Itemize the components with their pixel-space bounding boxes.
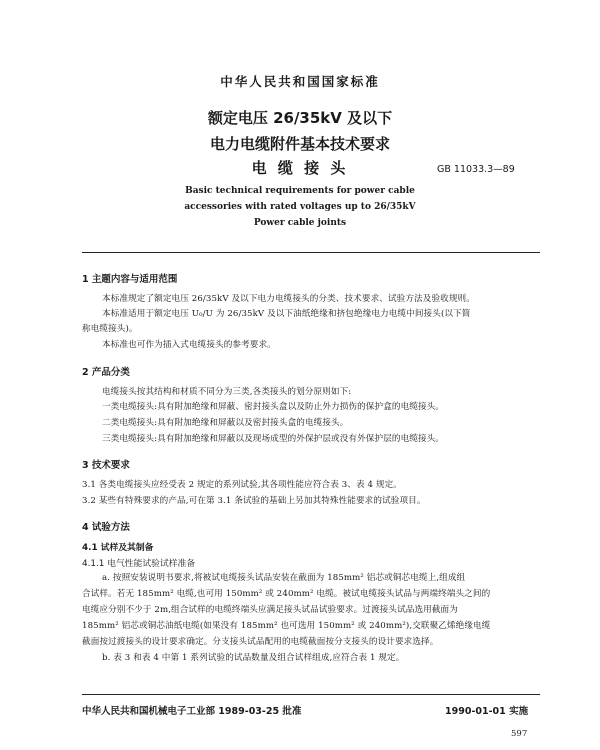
standard-number: GB 11033.3—89 (437, 164, 515, 175)
english-title-line-3: Power cable joints (253, 218, 347, 228)
section-2-para-2: 一类电缆接头:具有附加绝缘和屏蔽、密封接头盒以及防止外力损伤的保护盒的电缆接头。 (102, 402, 445, 412)
english-title-line-2: accessories with rated voltages up to 26/35kV (184, 202, 416, 212)
section-2-para-1: 电缆接头按其结构和材质不同分为三类,各类接头的划分原则如下: (102, 387, 352, 397)
effective-date: 1990-01-01 实施 (445, 706, 529, 717)
section-2-heading: 2 产品分类 (82, 367, 130, 378)
item-a-line-3: 电缆应分别不少于 2m,组合试样的电缆终端头应满足接头试品试验要求。过渡接头试品选用截面为 (82, 605, 458, 615)
page-number: 597 (511, 729, 528, 739)
clause-4-1-1-heading: 4.1.1 电气性能试验试样准备 (82, 559, 196, 569)
item-a-line-5: 截面按过渡接头的设计要求确定。分支接头试品配用的电缆截面按分支接头的设计要求选择。 (82, 637, 439, 647)
item-a-line-4: 185mm² 铝芯或铜芯油纸电缆(如果没有 185mm² 也可选用 150mm² 或 240mm²),交联聚乙烯绝缘电缆 (82, 621, 491, 631)
section-3-heading: 3 技术要求 (82, 460, 130, 471)
section-2-para-4: 三类电缆接头:具有附加绝缘和屏蔽以及现场成型的外保护层或没有外保护层的电缆接头。 (102, 434, 445, 444)
approval-line: 中华人民共和国机械电子工业部 1989-03-25 批准 (82, 706, 302, 717)
section-1-para-3: 本标准也可作为插入式电缆接头的参考要求。 (102, 340, 276, 350)
clause-4-1-heading: 4.1 试样及其制备 (82, 543, 154, 553)
title-line-3: 电 缆 接 头 (251, 159, 349, 177)
section-1-para-2b: 称电缆接头)。 (82, 324, 138, 334)
footer-divider (82, 694, 540, 695)
section-4-heading: 4 试验方法 (82, 522, 130, 533)
section-1-para-1: 本标准规定了额定电压 26/35kV 及以下电力电缆接头的分类、技术要求、试验方法及验收规则。 (102, 294, 475, 304)
english-title-line-1: Basic technical requirements for power cable (185, 186, 415, 196)
section-2-para-3: 二类电缆接头:具有附加绝缘和屏蔽以及密封接头盒的电缆接头。 (102, 418, 349, 428)
national-standard-label: 中华人民共和国国家标准 (220, 74, 380, 89)
header-divider (82, 252, 540, 253)
section-1-para-2a: 本标准适用于额定电压 U₀/U 为 26/35kV 及以下油纸绝缘和挤包绝缘电力电缆中间接头(以下简 (102, 309, 471, 319)
item-b-line-1: b. 表 3 和表 4 中第 1 系列试验的试品数量及组合试样组成,应符合表 1 规定。 (102, 653, 405, 663)
title-line-1: 额定电压 26/35kV 及以下 (207, 109, 393, 127)
item-a-line-2: 合试样。若无 185mm² 电缆,也可用 150mm² 或 240mm² 电缆。被试电缆接头试品与两端终端头之间的 (82, 589, 491, 599)
clause-3-1: 3.1 各类电缆接头应经受表 2 规定的系列试验,其各项性能应符合表 3、表 4 规定。 (82, 480, 402, 490)
section-1-heading: 1 主题内容与适用范围 (82, 274, 178, 285)
item-a-line-1: a. 按照安装说明书要求,将被试电缆接头试品安装在截面为 185mm² 铝芯或铜芯电缆上,组成组 (102, 573, 466, 583)
title-line-2: 电力电缆附件基本技术要求 (209, 135, 390, 153)
clause-3-2: 3.2 某些有特殊要求的产品,可在第 3.1 条试验的基础上另加其特殊性能要求的试验项目。 (82, 496, 426, 506)
